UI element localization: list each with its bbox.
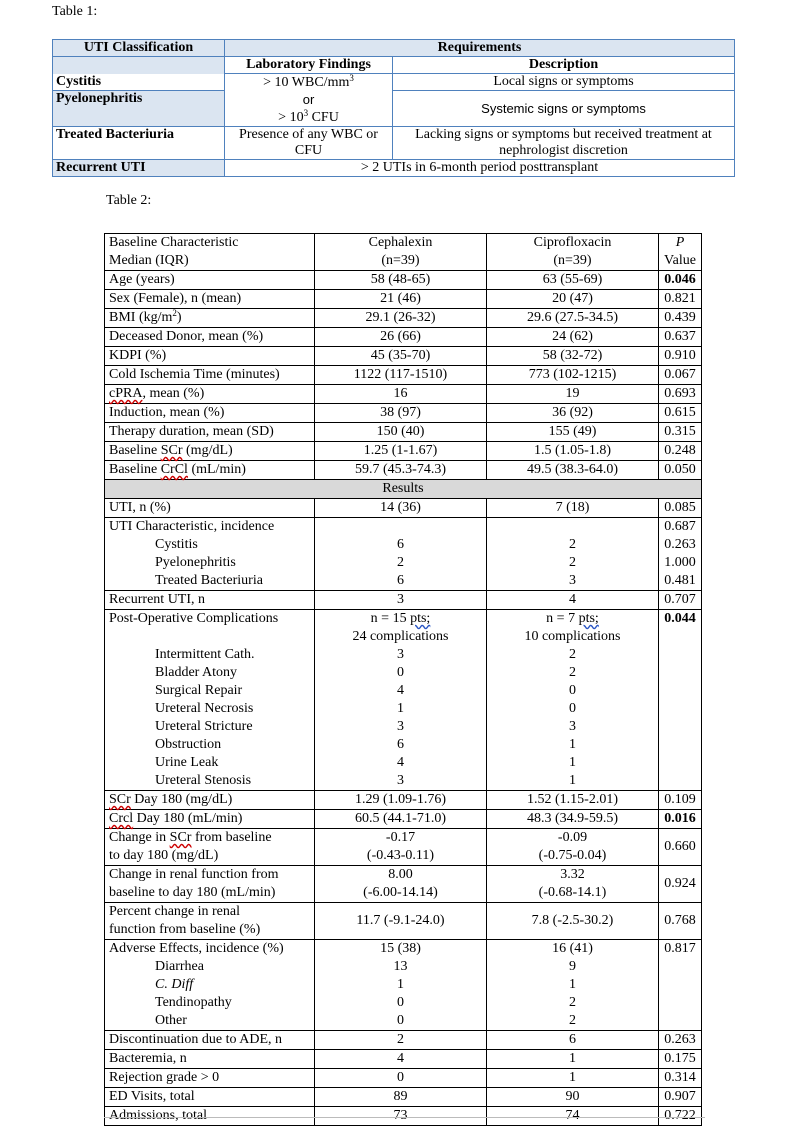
postop-item-cephalexin: 3 xyxy=(315,772,487,791)
postop-item-ciprofloxacin: 1 xyxy=(487,772,659,791)
baseline-p: 0.248 xyxy=(659,442,702,461)
chg-scr-label: Change in SCr from baseline to day 180 (mg/dL) xyxy=(105,829,315,866)
t1-header-classification: UTI Classification xyxy=(53,40,225,57)
t1-pyelo-label: Pyelonephritis xyxy=(53,91,225,127)
baseline-p: 0.615 xyxy=(659,404,702,423)
baseline-cephalexin: 26 (66) xyxy=(315,328,487,347)
baseline-ciprofloxacin: 36 (92) xyxy=(487,404,659,423)
baseline-rows xyxy=(105,271,702,480)
postop-item-ciprofloxacin: 1 xyxy=(487,736,659,754)
baseline-ciprofloxacin: 49.5 (38.3-64.0) xyxy=(487,461,659,480)
outcome-cephalexin: 4 xyxy=(315,1050,487,1069)
pct-renal-ciprofloxacin: 7.8 (-2.5-30.2) xyxy=(487,903,659,940)
uti-char-p: 0.263 xyxy=(659,536,702,554)
postop-rows xyxy=(105,646,702,791)
t1-recurrent-desc: > 2 UTIs in 6-month period posttransplant xyxy=(225,160,735,177)
uti-char-label: Pyelonephritis xyxy=(105,554,315,572)
postop-item-ciprofloxacin: 2 xyxy=(487,646,659,664)
uti-char-cephalexin: 2 xyxy=(315,554,487,572)
baseline-p: 0.050 xyxy=(659,461,702,480)
baseline-label: Induction, mean (%) xyxy=(105,404,315,423)
uti-p: 0.085 xyxy=(659,499,702,518)
baseline-cephalexin: 21 (46) xyxy=(315,290,487,309)
adverse-item-ciprofloxacin: 2 xyxy=(487,1012,659,1031)
chg-scr-ciprofloxacin: -0.09 (-0.75-0.04) xyxy=(487,829,659,866)
postop-item-p xyxy=(659,736,702,754)
baseline-label: Baseline CrCl (mL/min) xyxy=(105,461,315,480)
adverse-item-cephalexin: 0 xyxy=(315,1012,487,1031)
chg-renal-cephalexin: 8.00 (-6.00-14.14) xyxy=(315,866,487,903)
t1-treated-lab: Presence of any WBC or CFU xyxy=(225,127,393,160)
adverse-item-label: Tendinopathy xyxy=(105,994,315,1012)
outcome-p: 0.263 xyxy=(659,1031,702,1050)
baseline-ciprofloxacin: 29.6 (27.5-34.5) xyxy=(487,309,659,328)
t1-cystitis-label: Cystitis xyxy=(53,74,225,91)
postop-item-label: Ureteral Necrosis xyxy=(105,700,315,718)
baseline-cephalexin: 16 xyxy=(315,385,487,404)
postop-item-p xyxy=(659,772,702,791)
postop-item-ciprofloxacin: 3 xyxy=(487,718,659,736)
outcome-cephalexin: 89 xyxy=(315,1088,487,1107)
baseline-cephalexin: 58 (48-65) xyxy=(315,271,487,290)
postop-item-cephalexin: 3 xyxy=(315,646,487,664)
postop-item-cephalexin: 0 xyxy=(315,664,487,682)
uti-char-ciprofloxacin: 3 xyxy=(487,572,659,591)
baseline-ciprofloxacin: 24 (62) xyxy=(487,328,659,347)
uti-char-ciprofloxacin: 2 xyxy=(487,554,659,572)
uti-ciprofloxacin: 7 (18) xyxy=(487,499,659,518)
outcome-p: 0.175 xyxy=(659,1050,702,1069)
t1-pyelo-desc: Systemic signs or symptoms xyxy=(393,91,735,127)
uti-char-label: Cystitis xyxy=(105,536,315,554)
outcome-cephalexin: 73 xyxy=(315,1107,487,1126)
uti-cephalexin: 14 (36) xyxy=(315,499,487,518)
baseline-cephalexin: 1122 (117-1510) xyxy=(315,366,487,385)
recurrent-label: Recurrent UTI, n xyxy=(105,591,315,610)
baseline-ciprofloxacin: 58 (32-72) xyxy=(487,347,659,366)
baseline-cephalexin: 150 (40) xyxy=(315,423,487,442)
crcl180-ciprofloxacin: 48.3 (34.9-59.5) xyxy=(487,810,659,829)
adverse-item-p xyxy=(659,994,702,1012)
postop-item-p xyxy=(659,718,702,736)
postop-item-label: Surgical Repair xyxy=(105,682,315,700)
adverse-item-ciprofloxacin: 1 xyxy=(487,976,659,994)
uti-classification-table xyxy=(52,39,735,177)
postop-item-ciprofloxacin: 2 xyxy=(487,664,659,682)
baseline-ciprofloxacin: 773 (102-1215) xyxy=(487,366,659,385)
tail-rows xyxy=(105,1031,702,1126)
adverse-item-p xyxy=(659,1012,702,1031)
outcome-ciprofloxacin: 1 xyxy=(487,1069,659,1088)
baseline-p: 0.315 xyxy=(659,423,702,442)
postop-item-p xyxy=(659,646,702,664)
uti-char-label: Treated Bacteriuria xyxy=(105,572,315,591)
chg-scr-cephalexin: -0.17 (-0.43-0.11) xyxy=(315,829,487,866)
chg-renal-p: 0.924 xyxy=(659,866,702,903)
recurrent-ciprofloxacin: 4 xyxy=(487,591,659,610)
crcl180-label: Crcl Day 180 (mL/min) xyxy=(105,810,315,829)
scr180-cephalexin: 1.29 (1.09-1.76) xyxy=(315,791,487,810)
adverse-item-ciprofloxacin: 2 xyxy=(487,994,659,1012)
baseline-label: BMI $(kg/m^2)$ xyxy=(105,309,315,328)
postop-item-cephalexin: 6 xyxy=(315,736,487,754)
postop-item-cephalexin: 3 xyxy=(315,718,487,736)
postop-label: Post-Operative Complications xyxy=(105,610,315,647)
baseline-ciprofloxacin: 63 (55-69) xyxy=(487,271,659,290)
t1-treated-desc: Lacking signs or symptoms but received treatment at nephrologist discretion xyxy=(393,127,735,160)
postop-item-label: Bladder Atony xyxy=(105,664,315,682)
baseline-label: Age (years) xyxy=(105,271,315,290)
results-heading: Results xyxy=(105,480,702,499)
baseline-label: Deceased Donor, mean (%) xyxy=(105,328,315,347)
postop-ciprofloxacin: n = 7 pts; 10 complications xyxy=(487,610,659,647)
t1-subheader-desc: Description xyxy=(393,57,735,74)
outcome-p: 0.314 xyxy=(659,1069,702,1088)
postop-p: 0.044 xyxy=(659,610,702,647)
postop-item-p xyxy=(659,682,702,700)
postop-item-label: Intermittent Cath. xyxy=(105,646,315,664)
postop-item-ciprofloxacin: 0 xyxy=(487,682,659,700)
adverse-item-cephalexin: 1 xyxy=(315,976,487,994)
uti-char-p: 1.000 xyxy=(659,554,702,572)
postop-item-p xyxy=(659,754,702,772)
chg-renal-label: Change in renal function from baseline to day 180 (mL/min) xyxy=(105,866,315,903)
adverse-cephalexin: 15 (38) xyxy=(315,940,487,959)
postop-item-p xyxy=(659,700,702,718)
baseline-ciprofloxacin: 155 (49) xyxy=(487,423,659,442)
postop-cephalexin: n = 15 pts; 24 complications xyxy=(315,610,487,647)
postop-item-p xyxy=(659,664,702,682)
chg-renal-ciprofloxacin: 3.32 (-0.68-14.1) xyxy=(487,866,659,903)
adverse-item-cephalexin: 0 xyxy=(315,994,487,1012)
postop-item-label: Ureteral Stricture xyxy=(105,718,315,736)
pct-renal-label: Percent change in renal function from baseline (%) xyxy=(105,903,315,940)
outcome-p: 0.722 xyxy=(659,1107,702,1126)
baseline-cephalexin: 1.25 (1-1.67) xyxy=(315,442,487,461)
recurrent-cephalexin: 3 xyxy=(315,591,487,610)
outcome-label: ED Visits, total xyxy=(105,1088,315,1107)
outcome-cephalexin: 0 xyxy=(315,1069,487,1088)
outcome-p: 0.907 xyxy=(659,1088,702,1107)
outcome-label: Rejection grade > 0 xyxy=(105,1069,315,1088)
t2-header-pvalue: P Value xyxy=(659,234,702,271)
adverse-p: 0.817 xyxy=(659,940,702,959)
adverse-rows xyxy=(105,958,702,1031)
baseline-cephalexin: 29.1 (26-32) xyxy=(315,309,487,328)
t2-header-cephalexin: Cephalexin (n=39) xyxy=(315,234,487,271)
postop-item-label: Obstruction xyxy=(105,736,315,754)
outcome-label: Discontinuation due to ADE, n xyxy=(105,1031,315,1050)
postop-item-cephalexin: 4 xyxy=(315,682,487,700)
postop-item-label: Ureteral Stenosis xyxy=(105,772,315,791)
baseline-ciprofloxacin: 1.5 (1.05-1.8) xyxy=(487,442,659,461)
outcome-label: Bacteremia, n xyxy=(105,1050,315,1069)
outcome-ciprofloxacin: 74 xyxy=(487,1107,659,1126)
t1-treated-label: Treated Bacteriuria xyxy=(53,127,225,160)
table2-caption: Table 2: xyxy=(106,193,152,208)
t1-lab-count: > 10 WBC/$mm^3$ or > $10^3$ CFU xyxy=(225,74,393,127)
uti-char-ciprofloxacin: 2 xyxy=(487,536,659,554)
chg-scr-p: 0.660 xyxy=(659,829,702,866)
baseline-cephalexin: 59.7 (45.3-74.3) xyxy=(315,461,487,480)
baseline-label: Therapy duration, mean (SD) xyxy=(105,423,315,442)
scr180-p: 0.109 xyxy=(659,791,702,810)
crcl180-p: 0.016 xyxy=(659,810,702,829)
baseline-ciprofloxacin: 20 (47) xyxy=(487,290,659,309)
scr180-label: SCr Day 180 (mg/dL) xyxy=(105,791,315,810)
t1-header-requirements: Requirements xyxy=(225,40,735,57)
t1-blank xyxy=(53,57,225,74)
page-rule xyxy=(104,1117,705,1118)
adverse-item-ciprofloxacin: 9 xyxy=(487,958,659,976)
adverse-item-p xyxy=(659,976,702,994)
baseline-ciprofloxacin: 19 xyxy=(487,385,659,404)
recurrent-p: 0.707 xyxy=(659,591,702,610)
adverse-item-p xyxy=(659,958,702,976)
t1-recurrent-label: Recurrent UTI xyxy=(53,160,225,177)
outcome-ciprofloxacin: 6 xyxy=(487,1031,659,1050)
baseline-label: cPRA, mean (%) xyxy=(105,385,315,404)
uti-char-cephalexin: 6 xyxy=(315,572,487,591)
adverse-ciprofloxacin: 16 (41) xyxy=(487,940,659,959)
baseline-p: 0.439 xyxy=(659,309,702,328)
pct-renal-cephalexin: 11.7 (-9.1-24.0) xyxy=(315,903,487,940)
pct-renal-p: 0.768 xyxy=(659,903,702,940)
t2-header-ciprofloxacin: Ciprofloxacin (n=39) xyxy=(487,234,659,271)
uti-char-rows xyxy=(105,536,702,591)
outcome-ciprofloxacin: 90 xyxy=(487,1088,659,1107)
baseline-p: 0.637 xyxy=(659,328,702,347)
baseline-cephalexin: 38 (97) xyxy=(315,404,487,423)
postop-item-cephalexin: 4 xyxy=(315,754,487,772)
baseline-p: 0.693 xyxy=(659,385,702,404)
adverse-label: Adverse Effects, incidence (%) xyxy=(105,940,315,959)
baseline-cephalexin: 45 (35-70) xyxy=(315,347,487,366)
baseline-p: 0.046 xyxy=(659,271,702,290)
baseline-label: Baseline SCr (mg/dL) xyxy=(105,442,315,461)
uti-label: UTI, n (%) xyxy=(105,499,315,518)
outcome-ciprofloxacin: 1 xyxy=(487,1050,659,1069)
postop-item-ciprofloxacin: 1 xyxy=(487,754,659,772)
t1-cystitis-desc: Local signs or symptoms xyxy=(393,74,735,91)
uti-char-label: UTI Characteristic, incidence xyxy=(105,518,315,537)
crcl180-cephalexin: 60.5 (44.1-71.0) xyxy=(315,810,487,829)
uti-char-p: 0.481 xyxy=(659,572,702,591)
t1-subheader-lab: Laboratory Findings xyxy=(225,57,393,74)
uti-char-p: 0.687 xyxy=(659,518,702,537)
adverse-item-label: C. Diff xyxy=(105,976,315,994)
adverse-item-cephalexin: 13 xyxy=(315,958,487,976)
adverse-item-label: Other xyxy=(105,1012,315,1031)
baseline-p: 0.067 xyxy=(659,366,702,385)
table1-caption: Table 1: xyxy=(52,4,98,19)
outcome-label: Admissions, total xyxy=(105,1107,315,1126)
baseline-label: KDPI (%) xyxy=(105,347,315,366)
adverse-item-label: Diarrhea xyxy=(105,958,315,976)
t2-header-characteristic: Baseline Characteristic Median (IQR) xyxy=(105,234,315,271)
uti-char-cephalexin: 6 xyxy=(315,536,487,554)
baseline-p: 0.910 xyxy=(659,347,702,366)
outcomes-table xyxy=(104,233,702,1126)
postop-item-ciprofloxacin: 0 xyxy=(487,700,659,718)
outcome-cephalexin: 2 xyxy=(315,1031,487,1050)
baseline-label: Cold Ischemia Time (minutes) xyxy=(105,366,315,385)
postop-item-cephalexin: 1 xyxy=(315,700,487,718)
postop-item-label: Urine Leak xyxy=(105,754,315,772)
baseline-label: Sex (Female), n (mean) xyxy=(105,290,315,309)
scr180-ciprofloxacin: 1.52 (1.15-2.01) xyxy=(487,791,659,810)
baseline-p: 0.821 xyxy=(659,290,702,309)
